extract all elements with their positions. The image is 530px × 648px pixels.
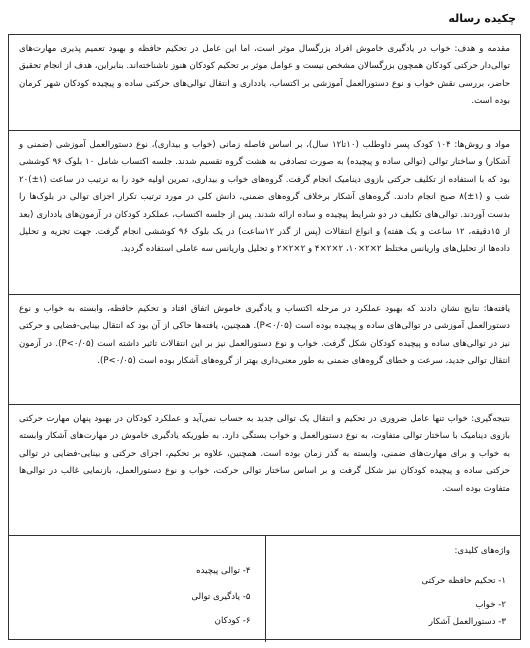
methods-section xyxy=(9,131,520,295)
keyword-item: ۴- توالی پیچیده xyxy=(196,566,251,576)
methods-paragraph: مواد و روش‌ها: ۱۰۴ کودک پسر داوطلب (۱۰تا۱۲ سال)، بر اساس فاصله زمانی (خواب و بیداری)، نوع دستورالعمل آموزشی (ضمنی و آشکار) و ساختار توالی (توالی ساده و پیچیده) به صورت تصادفی به هشت گروه تقسیم شدند. جلسه اکتساب شامل ۱۰ بلوک ۹۶ کوششی بود که با استفاده از تکلیف حرکتی بازوی دینامیک انجام گرفت. گروه‌های خواب و بیداری، تمرین اولیه خود را به ترتیب در ساعت (۱±)۲۰ شب و (۱±)۸ صبح انجام دادند. گروه‌های آشکار برخلاف گروه‌های ضمنی، دانش کلی در مورد ترتیب تکرار اجزای توالی در بلوک‌ها را بدست آوردند. توالی‌های تکلیف در دو شرایط پیچیده و ساده ارائه شدند. پس از جلسه اکتساب، عملکرد کودکان در آزمون‌های یادداری (بعد از ۱۵دقیقه، ۱۲ ساعت و یک هفته) و انواع انتقالات (پس از گذر ۱۲ساعت) در یک بلوک ۹۶ کوششی انجام گرفت. جهت تجزیه و تحلیل داده‌ها از تحلیل‌های واریانس مختلط ۲×۲×۱۰، ۲×۲×۴ و ۲×۲×۲ و تحلیل واریانس سه عاملی استفاده گردید. xyxy=(19,140,510,255)
keywords-column-left xyxy=(9,536,265,642)
page-title: چکیده رساله xyxy=(448,12,516,25)
keyword-item: ۱- تحکیم حافظه حرکتی xyxy=(421,576,506,586)
conclusion-section xyxy=(9,405,520,535)
intro-section xyxy=(9,35,520,131)
results-section xyxy=(9,295,520,405)
keyword-item: ۳- دستورالعمل آشکار xyxy=(428,617,506,627)
keyword-item: ۶- کودکان xyxy=(214,616,251,626)
keyword-item: ۲- خواب xyxy=(475,600,506,610)
keyword-item: ۵- یادگیری توالی xyxy=(191,592,251,602)
keywords-column-right xyxy=(265,536,521,642)
abstract-frame xyxy=(8,34,521,640)
keywords-table xyxy=(9,535,520,642)
results-paragraph: یافته‌ها: نتایج نشان دادند که بهبود عملکرد در مرحله اکتساب و یادگیری خاموش اتفاق افتاد و تحکیم حافظه، وابسته به خواب و نوع دستورالعمل آموزشی در توالی‌های ساده و پیچیده بوده است (P<۰/۰۵). همچنین، یافته‌ها حاکی از آن بود که انتقال بینایی-فضایی و حرکتی نیز در توالی‌های ساده و پیچیده کودکان شکل گرفت. خواب و نوع دستورالعمل نیز بر این انتقالات تاثیر داشته است (P<۰/۰۵). در آزمون انتقال توالی جدید، سرعت و خطای گروه‌های ضمنی به طور معنی‌داری بهتر از گروه‌های آشکار بوده است (P<۰/۰۵). xyxy=(19,304,510,367)
conclusion-paragraph: نتیجه‌گیری: خواب تنها عامل ضروری در تحکیم و انتقال یک توالی جدید به حساب نمی‌آید و عملکرد کودکان در بهبود پنهان مهارت حرکتی بازوی دینامیک با ساختار توالی متفاوت، به نوع دستورالعمل و خواب بستگی دارد. به طوریکه یادگیری خاموش در مهارت‌های آشکار وابسته به خواب و برای مهارت‌های ضمنی، وابسته به گذر زمان بوده است. همچنین، علاوه بر تحکیم، اجزای حرکتی و بینایی-فضایی در توالی حرکتی ساده و پیچیده کودکان نیز شکل گرفت و بر اساس ساختار توالی حرکت، خواب و نوع دستورالعمل، بازنمایی غالب در توالی‌ها متفاوت بوده است. xyxy=(19,414,510,494)
intro-paragraph: مقدمه و هدف: خواب در یادگیری خاموش افراد بزرگسال موثر است، اما این عامل در تحکیم حافظه و بهبود تعمیم پذیری مهارت‌های توالی‌دار حرکتی کودکان همچون بزرگسالان مشخص نیست و عوامل موثر بر تحکیم کودکان هنوز ناشناخته‌اند. بنابراین، هدف از انجام تحقیق حاضر، بررسی نقش خواب و نوع دستورالعمل آموزشی بر اکتساب، یادداری و انتقال توالی‌های حرکتی ساده و پیچیده کودکان شهر کرمان بوده است. xyxy=(19,44,510,107)
keywords-heading: واژه‌های کلیدی: xyxy=(454,546,510,556)
